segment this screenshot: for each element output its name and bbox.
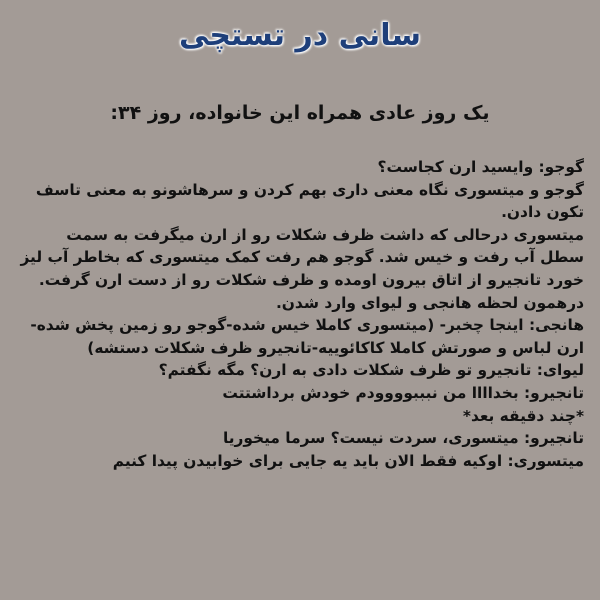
story-line: لیوای: تانجیرو تو ظرف شکلات دادی به ارن؟ مگه نگفتم؟: [158, 361, 584, 380]
story-line: تانجیرو: میتسوری، سردت نیست؟ سرما میخوریا: [222, 429, 584, 448]
story-body: [18, 156, 584, 472]
story-title: سانی در تستچی: [179, 18, 421, 53]
story-line: میتسوری درحالی که داشت ظرف شکلات رو از ارن میگرفت به سمت سطل آب رفت و خیس شد. گوجو هم رفت کمک میتسوری که بخاطر آب لیز خورد تانجیرو از اتاق بیرون اومده و ظرف شکلات رو از دست ارن گرفت. درهمون لحظه هانجی و لیوای وارد شدن.: [20, 225, 584, 312]
episode-subtitle: یک روز عادی همراه این خانواده، روز ۳۴:: [110, 102, 490, 124]
story-line: گوجو: وایسید ارن کجاست؟: [377, 158, 584, 176]
story-line: *چند دقیقه بعد*: [462, 406, 584, 425]
story-line: گوجو و میتسوری نگاه معنی داری بهم کردن و سرهاشونو به معنی تاسف تکون دادن.: [35, 180, 584, 222]
story-line: میتسوری: اوکیه فقط الان باید یه جایی برای خوابیدن پیدا کنیم: [112, 451, 584, 470]
story-line: هانجی: اینجا چخبر- (میتسوری کاملا خیس شده-گوجو رو زمین پخش شده-ارن لباس و صورتش کاملا کاکائوییه-تانجیرو ظرف شکلات دستشه): [30, 316, 584, 357]
story-line: تانجیرو: بخداااا من نبببوووودم خودش برداشتتت: [222, 383, 584, 402]
